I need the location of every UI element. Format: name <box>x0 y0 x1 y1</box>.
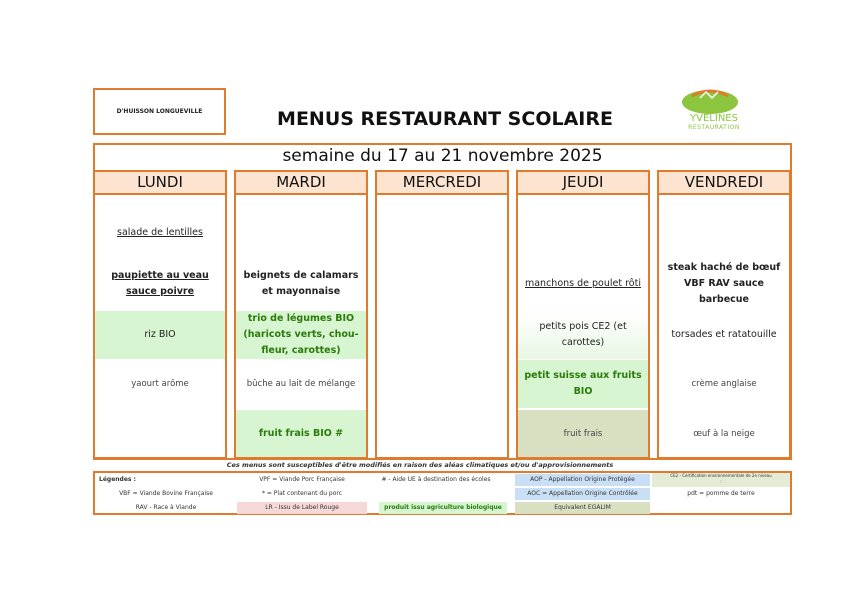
mardi-side-text: trio de légumes BIO (haricots verts, chou-fleur, carottes) <box>243 313 359 356</box>
page-title: MENUS RESTAURANT SCOLAIRE <box>277 108 613 130</box>
jeudi-dairy-text: petit suisse aux fruits BIO <box>524 370 642 397</box>
jeudi-main-text: manchons de poulet rôti <box>524 278 641 289</box>
legend-ce2-text: CE2 - Certification environnementale de 2e niveau <box>670 473 772 478</box>
legend-aide-ue: # - Aide UE à destination des écoles <box>381 476 491 483</box>
legend-pdt: pdt = pomme de terre <box>687 490 755 497</box>
vendredi-dessert <box>659 410 789 457</box>
day-header-mardi: MARDI <box>234 170 368 195</box>
mardi-dairy <box>236 360 366 408</box>
lundi-side-text: riz BIO <box>144 329 176 340</box>
lundi-starter-text: salade de lentilles <box>117 227 203 238</box>
legend-porc: * = Plat contenant du porc <box>261 490 343 497</box>
menu-notice: Ces menus sont susceptibles d'être modifiés en raison des aléas climatiques et/ou d'approvisionnements <box>226 461 614 469</box>
legend-rav: RAV - Race à Viande <box>135 504 197 511</box>
mardi-side <box>236 311 366 359</box>
school-name-box <box>93 88 226 135</box>
logo-leaf-icon <box>672 84 752 116</box>
vendredi-side <box>659 311 789 359</box>
legend-bio: produit issu agriculture biologique <box>379 502 507 514</box>
vendredi-main-text: steak haché de bœuf VBF RAV sauce barbecue <box>667 262 781 305</box>
legend-ce2-mark: : <box>720 479 722 484</box>
jeudi-side <box>518 311 648 359</box>
vendredi-dairy-text: crème anglaise <box>691 379 757 389</box>
jeudi-dessert-text: fruit frais <box>563 428 603 439</box>
logo-line1: YVELINES <box>690 113 738 124</box>
legend-label-rouge: LR - Issu de Label Rouge <box>237 502 367 514</box>
day-header-vendredi: VENDREDI <box>657 170 791 195</box>
lundi-main <box>95 258 225 310</box>
mardi-main-text: beignets de calamars et mayonnaise <box>243 270 359 297</box>
legend-ce2 <box>652 473 790 487</box>
jeudi-dessert <box>518 410 648 457</box>
legend-aoc: AOC = Appellation Origine Contrôlée <box>515 488 650 500</box>
logo-text <box>676 114 752 132</box>
mardi-dessert-text: fruit frais BIO # <box>258 427 344 439</box>
column-mercredi <box>375 170 509 459</box>
mardi-dessert <box>236 410 366 457</box>
jeudi-main <box>518 258 648 310</box>
jeudi-side-text: petits pois CE2 (et carottes) <box>539 321 627 348</box>
legend-vpf: VPF = Viande Porc Française <box>259 476 345 483</box>
school-name: D'HUISSON LONGUEVILLE <box>116 108 203 115</box>
lundi-dairy <box>95 360 225 408</box>
day-header-mercredi: MERCREDI <box>375 170 509 195</box>
day-header-lundi: LUNDI <box>93 170 227 195</box>
vendredi-side-text: torsades et ratatouille <box>671 329 777 340</box>
lundi-starter <box>95 213 225 253</box>
legend-title: Légendes : <box>99 476 136 483</box>
legend-box <box>93 471 792 515</box>
day-header-jeudi: JEUDI <box>516 170 650 195</box>
legend-vbf: VBF = Viande Bovine Française <box>119 490 213 497</box>
legend-egalim: Equivalent EGALIM <box>515 502 650 514</box>
lundi-main-text: paupiette au veau sauce poivre <box>111 270 209 297</box>
legend-aop: AOP - Appellation Origine Protégée <box>515 474 650 486</box>
mardi-dairy-text: bûche au lait de mélange <box>246 379 356 389</box>
vendredi-dairy <box>659 360 789 408</box>
week-title: semaine du 17 au 21 novembre 2025 <box>282 146 603 166</box>
mardi-main <box>236 258 366 310</box>
vendredi-main <box>659 258 789 310</box>
vendredi-dessert-text: œuf à la neige <box>693 428 755 439</box>
lundi-side <box>95 311 225 359</box>
logo-line2: RESTAURATION <box>688 124 740 131</box>
lundi-dairy-text: yaourt arôme <box>131 379 189 389</box>
jeudi-dairy <box>518 360 648 408</box>
